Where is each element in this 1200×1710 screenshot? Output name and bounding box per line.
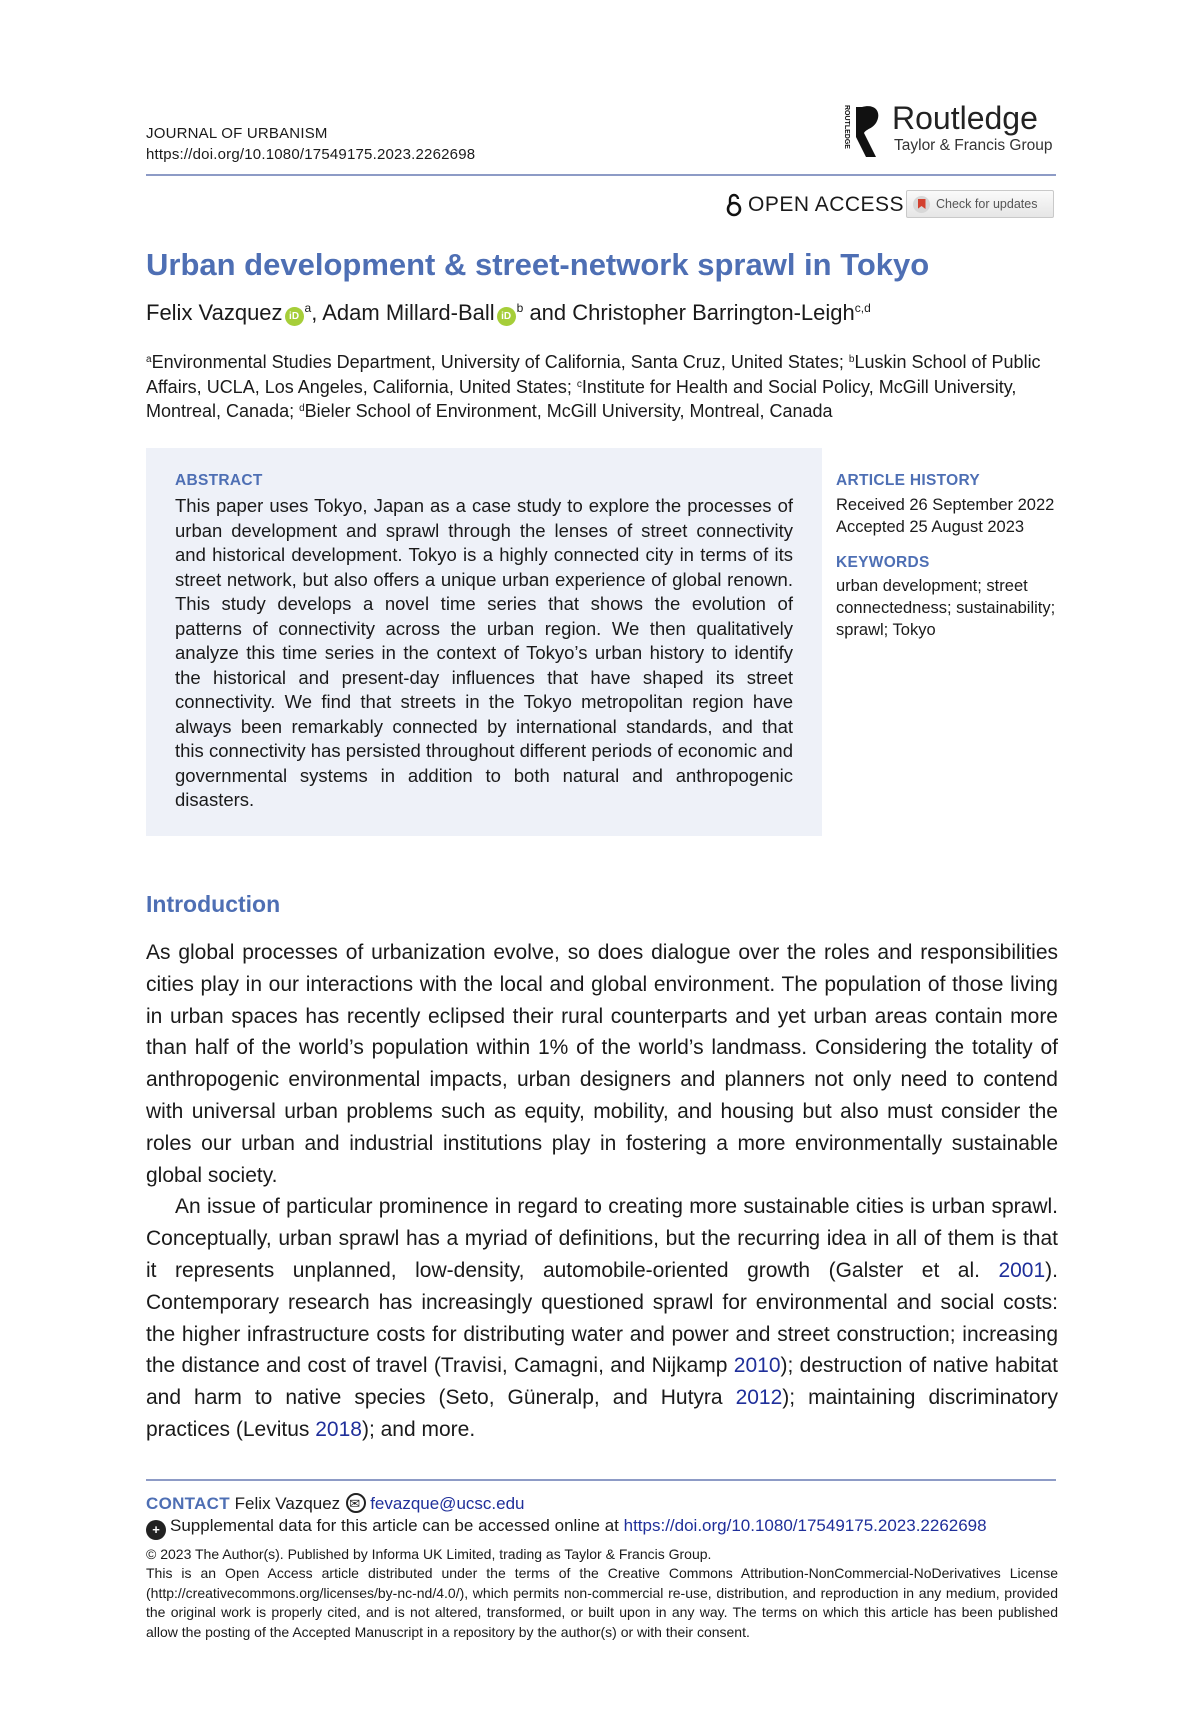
email-icon <box>346 1493 366 1513</box>
author-list <box>146 298 871 328</box>
publisher-logo <box>842 101 1056 161</box>
received-date: Received 26 September 2022 <box>836 496 1055 514</box>
author-affiliation-marker: a <box>304 301 312 315</box>
author-name[interactable]: Felix Vazquez <box>146 300 283 325</box>
journal-header <box>146 123 475 165</box>
article-history-heading: ARTICLE HISTORY <box>836 472 981 489</box>
author-affiliation-marker: c,d <box>854 301 871 315</box>
introduction-body <box>146 937 1058 1446</box>
paragraph: As global processes of urbanization evolve, so does dialogue over the roles and responsibilities cities play in our interactions with the local and global environment. The population of those living in urban spaces has recently eclipsed their rural counterparts and yet urban areas contain more than half of the world’s population within 1% of the world’s landmass. Considering the totality of anthropogenic environmental impacts, urban designers and planners not only need to contend with universal urban problems such as equity, mobility, and housing but also must consider the roles our urban and industrial institutions play in fostering a more environmentally sustainable global society. <box>146 941 1058 1187</box>
paragraph <box>146 1191 1058 1445</box>
contact-label: CONTACT <box>146 1494 230 1513</box>
citation-link[interactable]: 2012 <box>735 1386 783 1410</box>
publisher-group: Taylor & Francis Group <box>894 137 1053 154</box>
contact-line <box>146 1493 524 1515</box>
supplemental-link[interactable]: https://doi.org/10.1080/17549175.2023.2262698 <box>623 1516 987 1535</box>
author-separator: and <box>523 300 573 325</box>
contact-name: Felix Vazquez <box>234 1494 341 1513</box>
affiliation-marker: b <box>848 354 855 365</box>
publisher-vertical-text: ROUTLEDGE <box>843 105 850 149</box>
text-run: ); destruction of native habitat and harm to native species (Seto, Güneralp, and Hutyra <box>146 1354 1058 1410</box>
orcid-icon[interactable]: iD <box>497 307 516 326</box>
text-run: ); maintaining discriminatory practices (Levitus <box>146 1386 1058 1441</box>
affiliations <box>146 350 1058 424</box>
affiliation-text: Bieler School of Environment, McGill University, Montreal, Canada <box>304 401 833 421</box>
supplemental-icon: + <box>146 1520 166 1540</box>
text-run: An issue of particular prominence in regard to creating more sustainable cities is urban sprawl. Conceptually, urban sprawl has a myriad of definitions, but the recurring idea in all of them is that it represents unplanned, low-density, automobile-oriented growth (Galster et al. <box>146 1195 1058 1282</box>
routledge-mark-icon <box>842 101 888 161</box>
orcid-icon[interactable]: iD <box>285 307 304 326</box>
bookmark-icon <box>913 196 930 213</box>
affiliation-marker: c <box>576 378 582 390</box>
supplemental-line <box>146 1515 987 1540</box>
article-history <box>836 494 1066 538</box>
affiliation-text: Luskin School of Public Affairs, UCLA, Los Angeles, California, United States; <box>146 352 1041 397</box>
abstract-heading: ABSTRACT <box>175 472 263 489</box>
header-rule <box>146 174 1056 176</box>
footer-rule <box>146 1479 1056 1481</box>
citation-link[interactable]: 2001 <box>998 1258 1046 1282</box>
introduction-heading: Introduction <box>146 891 281 917</box>
author-name[interactable]: Adam Millard-Ball <box>322 300 495 325</box>
contact-email[interactable]: fevazque@ucsc.edu <box>370 1494 525 1513</box>
accepted-date: Accepted 25 August 2023 <box>836 518 1025 536</box>
affiliation-marker: a <box>146 354 152 365</box>
license-text: This is an Open Access article distributed under the terms of the Creative Commons Attribution-NonCommercial-NoDerivatives License (http://creativecommons.org/licenses/by-nc-nd/4.0/), which permits non-commercial re-use, distribution, and reproduction in any medium, provided the original work is properly cited, and is not altered, transformed, or built upon in any way. The terms on which this article has been published allow the posting of the Accepted Manuscript in a repository by the author(s) or with their consent. <box>146 1565 1058 1640</box>
journal-doi[interactable]: https://doi.org/10.1080/17549175.2023.2262698 <box>146 146 476 163</box>
open-access-label: OPEN ACCESS <box>748 193 905 216</box>
open-lock-icon <box>726 193 742 217</box>
citation-link[interactable]: 2010 <box>733 1354 781 1378</box>
author-affiliation-marker: b <box>516 301 524 315</box>
author-separator: , <box>311 300 323 325</box>
keywords-heading: KEYWORDS <box>836 554 930 571</box>
author-name[interactable]: Christopher Barrington-Leigh <box>572 300 855 325</box>
publisher-name: Routledge <box>892 100 1038 136</box>
text-run: ); and more. <box>361 1417 476 1441</box>
copyright: © 2023 The Author(s). Published by Informa UK Limited, trading as Taylor & Francis Group. <box>146 1546 712 1562</box>
open-access-badge <box>726 192 904 218</box>
keywords-text: urban development; street connectedness; sustainability; sprawl; Tokyo <box>836 577 1056 639</box>
supplemental-text: Supplemental data for this article can be accessed online at <box>170 1516 624 1535</box>
check-updates-label: Check for updates <box>936 197 1038 211</box>
check-updates-button[interactable] <box>906 190 1054 218</box>
text-run: ). Contemporary research has increasingly questioned sprawl for environmental and social costs: the higher infrastructure costs for distributing water and power and street construction; increasing the distance and cost of travel (Travisi, Camagni, and Nijkamp <box>146 1258 1058 1378</box>
abstract-text: This paper uses Tokyo, Japan as a case study to explore the processes of urban development and sprawl through the lenses of street connectivity and historical development. Tokyo is a highly connected city in terms of its street network, but also offers a unique urban experience of global renown. This study develops a novel time series that shows the evolution of patterns of connectivity across the urban region. We then qualitatively analyze this time series in the context of Tokyo’s urban history to identify the historical and present-day influences that have shaped its street connectivity. We find that streets in the Tokyo metropolitan region have always been remarkably connected by international standards, and that this connectivity has persisted throughout different periods of economic and governmental systems in addition to both natural and anthropogenic disasters. <box>175 495 793 810</box>
affiliation-text: Institute for Health and Social Policy, McGill University, Montreal, Canada; <box>146 376 1017 421</box>
affiliation-text: Environmental Studies Department, University of California, Santa Cruz, United States; <box>151 352 849 372</box>
citation-link[interactable]: 2018 <box>315 1417 362 1441</box>
journal-name: JOURNAL OF URBANISM <box>146 125 328 142</box>
article-title: Urban development & street-network sprawl in Tokyo <box>146 247 930 282</box>
affiliation-marker: d <box>299 403 305 414</box>
